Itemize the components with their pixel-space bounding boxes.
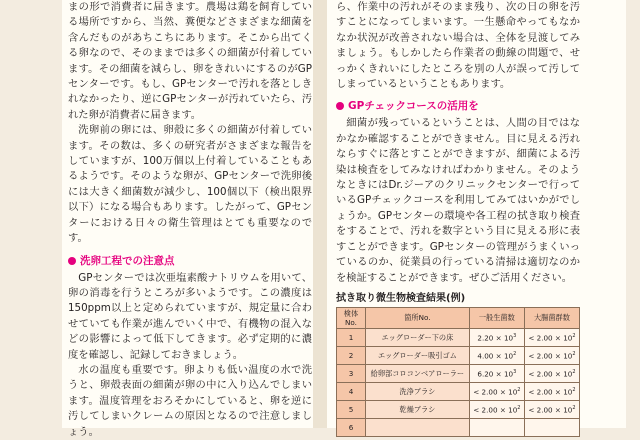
cell-sample-no-text: 4 bbox=[348, 386, 354, 396]
bullet-icon bbox=[68, 257, 76, 265]
cell-location bbox=[366, 346, 470, 364]
cell-location-text: エッグローダー下の床 bbox=[381, 332, 454, 342]
bullet-icon bbox=[336, 102, 344, 110]
cell-coliform-count-exponent: 2 bbox=[572, 369, 576, 375]
cell-sample-no bbox=[337, 364, 366, 382]
section-heading-gp-check bbox=[336, 98, 580, 114]
cell-sample-no-text: 1 bbox=[348, 332, 354, 342]
right-intro-paragraph: ら、作業中の汚れがそのまま残り、次の日の卵を汚すことになってしまいます。一生懸命やってもなかなか状況が改善されない場合は、全体を見渡してみましょう。もしかしたら作業者の動線の問題で、せっかくきれいにしたところを別の人が誤って汚してしまっているということもあります。 bbox=[336, 1, 580, 91]
cell-coliform-count bbox=[524, 346, 579, 364]
cell-location-text: エッグローダー吸引ゴム bbox=[377, 350, 457, 360]
cell-general-count-exponent: 2 bbox=[517, 405, 521, 411]
cell-general-count-exponent: 2 bbox=[513, 351, 517, 357]
cell-general-count bbox=[469, 418, 524, 436]
cell-coliform-count-exponent: 2 bbox=[572, 351, 576, 357]
cell-sample-no bbox=[337, 382, 366, 400]
cell-sample-no-text: 5 bbox=[348, 404, 354, 414]
cell-sample-no bbox=[337, 400, 366, 418]
cell-sample-no bbox=[337, 346, 366, 364]
cell-location bbox=[366, 400, 470, 418]
results-table bbox=[336, 307, 580, 437]
header-general-count: 一般生菌数 bbox=[469, 307, 524, 328]
cell-coliform-count bbox=[524, 328, 579, 346]
cell-general-count bbox=[469, 328, 524, 346]
cell-general-count bbox=[469, 400, 524, 418]
table-row bbox=[337, 382, 580, 400]
left-paragraph-2: 洗卵前の卵には、卵殻に多くの細菌が付着しています。その数は、多くの研究者がさまざまな報告をしていますが、100万個以上付着していることもあるようです。そのような卵が、GPセンターで洗卵後には大きく細菌数が減少し、100個以下（検出限界以下）になる場合もあります。したがって、GPセンターにおける日々の衛生管理はとても重要なのです。 bbox=[68, 124, 312, 245]
header-sample-no: 検体No. bbox=[337, 307, 366, 328]
right-column bbox=[336, 0, 580, 437]
cell-coliform-count-exponent: 2 bbox=[572, 387, 576, 393]
cell-coliform-count bbox=[524, 418, 579, 436]
left-column bbox=[68, 0, 312, 440]
cell-general-count bbox=[469, 382, 524, 400]
cell-sample-no-text: 6 bbox=[348, 422, 354, 432]
left-intro-paragraph: まの形で消費者に届きます。農場は鶏を飼育している場所ですから、当然、糞便などさまざまな細菌を含んだものがあちこちにあります。そこから出てくる卵なので、そのままでは多くの細菌が付着しています。その細菌を減らし、卵をきれいにするのがGPセンターです。もし、GPセンターで汚れを落としきれなかったり、逆にGPセンターが汚れていたら、汚れた卵が消費者に届きます。 bbox=[68, 1, 312, 121]
cell-coliform-count-exponent: 2 bbox=[572, 333, 576, 339]
left-paragraph-3: GPセンターでは次亜塩素酸ナトリウムを用いて、卵の消毒を行うところが多いようです。この濃度は150ppm以上と定められていますが、規定量に合わせていても作業が進んでいく中で、有機物の混入などの影響によって低下してきます。必ず定期的に濃度を確認し、記録しておきましょう。 bbox=[68, 271, 312, 361]
cell-general-count-text: < 2.00 × 10 bbox=[473, 405, 518, 415]
right-paragraph-2: 細菌が残っているということは、人間の目ではなかなか確認することができません。目に見える汚れならすぐに落とすことができますが、細菌による汚染は検査をしてみなければわかりません。そのようなときにはDr.ジーアのクリニックセンターで行っているGPチェックコースを利用してみてはいかがでしょうか。GPセンターの環境や各工程の拭き取り検査をすることで、汚れを数字という目に見える形に表すことができます。GPセンターの管理がうまくいっているのか、従業員の行っている清掃は適切なのかを検証することができます。ぜひご活用ください。 bbox=[336, 117, 580, 284]
cell-coliform-count bbox=[524, 400, 579, 418]
cell-sample-no-text: 2 bbox=[348, 350, 354, 360]
cell-general-count-text: 4.00 × 10 bbox=[477, 351, 514, 361]
page-spine bbox=[313, 0, 327, 428]
section-heading-washing bbox=[68, 253, 312, 269]
cell-coliform-count-text: < 2.00 × 10 bbox=[528, 351, 573, 361]
cell-coliform-count bbox=[524, 382, 579, 400]
left-paragraph-4: 水の温度も重要です。卵よりも低い温度の水で洗うと、卵殻表面の細菌が卵の中に入り込んでしまいます。温度管理をおろそかにしていると、卵を逆に汚してしまいクレームの原因となるので注意しましょう。 bbox=[68, 363, 312, 438]
cell-general-count bbox=[469, 364, 524, 382]
table-header-row bbox=[337, 307, 580, 328]
cell-location bbox=[366, 382, 470, 400]
cell-location bbox=[366, 328, 470, 346]
section-heading-washing-text: 洗卵工程での注意点 bbox=[80, 254, 175, 267]
cell-general-count-text: 6.20 × 10 bbox=[477, 369, 514, 379]
cell-location-text: 乾燥ブラシ bbox=[399, 404, 436, 414]
cell-location-text: 洗浄ブラシ bbox=[399, 386, 436, 396]
cell-coliform-count-text: < 2.00 × 10 bbox=[528, 387, 573, 397]
cell-coliform-count-text: < 2.00 × 10 bbox=[528, 333, 573, 343]
cell-general-count-exponent: 3 bbox=[513, 369, 517, 375]
table-title: 拭き取り微生物検査結果(例) bbox=[336, 292, 466, 304]
cell-coliform-count-exponent: 2 bbox=[572, 405, 576, 411]
cell-sample-no bbox=[337, 328, 366, 346]
table-row bbox=[337, 418, 580, 436]
cell-location bbox=[366, 418, 470, 436]
cell-coliform-count bbox=[524, 364, 579, 382]
cell-sample-no bbox=[337, 418, 366, 436]
table-row bbox=[337, 346, 580, 364]
cell-general-count-exponent: 2 bbox=[517, 387, 521, 393]
table-row bbox=[337, 328, 580, 346]
cell-coliform-count-text: < 2.00 × 10 bbox=[528, 369, 573, 379]
header-location: 箇所No. bbox=[366, 307, 470, 328]
cell-coliform-count-text: < 2.00 × 10 bbox=[528, 405, 573, 415]
cell-location bbox=[366, 364, 470, 382]
table-row bbox=[337, 364, 580, 382]
cell-general-count-text: < 2.00 × 10 bbox=[473, 387, 518, 397]
header-coliform-count: 大腸菌群数 bbox=[524, 307, 579, 328]
cell-general-count-text: 2.20 × 10 bbox=[477, 333, 514, 343]
cell-general-count bbox=[469, 346, 524, 364]
cell-sample-no-text: 3 bbox=[348, 368, 354, 378]
table-row bbox=[337, 400, 580, 418]
cell-general-count-exponent: 3 bbox=[513, 333, 517, 339]
section-heading-gp-check-text: GPチェックコースの活用を bbox=[348, 100, 479, 113]
cell-location-text: 給卵部コロコンベアローラー bbox=[370, 368, 465, 378]
